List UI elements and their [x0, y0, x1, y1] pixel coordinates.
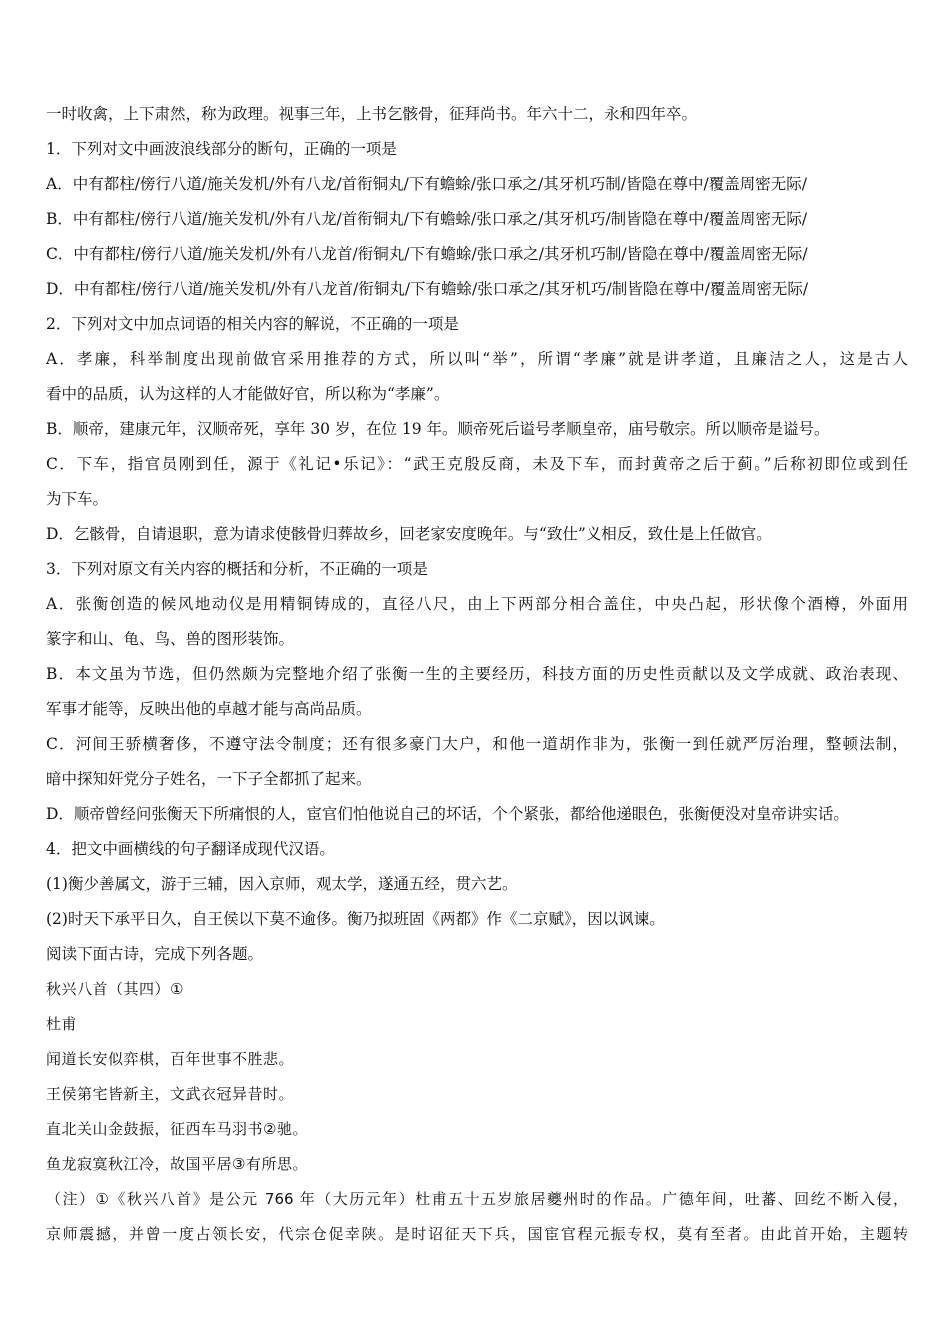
question-1-stem: 1．下列对文中画波浪线部分的断句，正确的一项是 — [46, 140, 397, 158]
poem-couplet-2: 王侯第宅皆新主，文武衣冠异昔时。 — [46, 1085, 295, 1103]
question-3-option-a-continued: 篆字和山、龟、鸟、兽的图形装饰。 — [46, 630, 295, 648]
poem-couplet-4: 鱼龙寂寞秋江冷，故国平居③有所思。 — [46, 1155, 308, 1173]
question-3-option-d: D．顺帝曾经问张衡天下所痛恨的人，宦官们怕他说自己的坏话，个个紧张，都给他递眼色，张衡便没对皇帝讲实话。 — [46, 805, 849, 823]
poem-note-line-2: 京师震撼，并曾一度占领长安，代宗仓促幸陕。是时诏征天下兵，国宦官程元振专权，莫有至者。由此首开始，主题转 — [46, 1225, 908, 1243]
poem-couplet-3: 直北关山金鼓振，征西车马羽书②驰。 — [46, 1120, 308, 1138]
document-body — [46, 97, 908, 1252]
question-4-sentence-2: (2)时天下承平日久，自王侯以下莫不逾侈。衡乃拟班固《两都》作《二京赋》，因以讽谏。 — [46, 910, 665, 928]
question-3-option-a: A．张衡创造的候风地动仪是用精铜铸成的，直径八尺，由上下两部分相合盖住，中央凸起，形状像个酒樽，外面用 — [46, 595, 908, 613]
question-2-option-c: C．下车，指官员刚到任，源于《礼记•乐记》：“武王克殷反商，未及下车，而封黄帝之后于蓟。”后称初即位或到任 — [46, 455, 908, 473]
question-2-option-a-continued: 看中的品质，认为这样的人才能做好官，所以称为“孝廉”。 — [46, 385, 450, 403]
poem-author: 杜甫 — [46, 1015, 78, 1033]
question-1-option-d: D．中有都柱/傍行八道/施关发机/外有八龙首/衔铜丸/下有蟾蜍/张口承之/其牙机巧/制皆隐在尊中/覆盖周密无际/ — [46, 280, 809, 298]
question-2-option-a: A．孝廉，科举制度出现前做官采用推荐的方式，所以叫“举”，所谓“孝廉”就是讲孝道，且廉洁之人，这是古人 — [46, 350, 908, 368]
question-2-option-c-continued: 为下车。 — [46, 490, 109, 508]
question-1-option-c: C．中有都柱/傍行八道/施关发机/外有八龙首/衔铜丸/下有蟾蜍/张口承之/其牙机巧制/皆隐在尊中/覆盖周密无际/ — [46, 245, 808, 263]
question-4-stem: 4．把文中画横线的句子翻译成现代汉语。 — [46, 840, 335, 858]
question-3-option-c-continued: 暗中探知奸党分子姓名，一下子全都抓了起来。 — [46, 770, 372, 788]
question-2-stem: 2．下列对文中加点词语的相关内容的解说，不正确的一项是 — [46, 315, 459, 333]
poem-couplet-1: 闻道长安似弈棋，百年世事不胜悲。 — [46, 1050, 295, 1068]
poem-note-line-1: （注）①《秋兴八首》是公元 766 年（大历元年）杜甫五十五岁旅居夔州时的作品。广德年间，吐蕃、回纥不断入侵， — [46, 1190, 908, 1208]
question-1-option-a: A．中有都柱/傍行八道/施关发机/外有八龙/首衔铜丸/下有蟾蜍/张口承之/其牙机巧制/皆隐在尊中/覆盖周密无际/ — [46, 175, 807, 193]
poem-title: 秋兴八首（其四）① — [46, 980, 184, 998]
question-1-option-b: B．中有都柱/傍行八道/施关发机/外有八龙/首衔铜丸/下有蟾蜍/张口承之/其牙机巧/制皆隐在尊中/覆盖周密无际/ — [46, 210, 808, 228]
passage-closing-line: 一时收禽，上下肃然，称为政理。视事三年，上书乞骸骨，征拜尚书。年六十二，永和四年卒。 — [46, 105, 698, 123]
question-3-option-b-continued: 军事才能等，反映出他的卓越才能与高尚品质。 — [46, 700, 372, 718]
question-3-option-c: C．河间王骄横奢侈，不遵守法令制度；还有很多豪门大户，和他一道胡作非为，张衡一到任就严厉治理，整顿法制， — [46, 735, 908, 753]
question-2-option-d: D．乞骸骨，自请退职，意为请求使骸骨归葬故乡，回老家安度晚年。与“致仕”义相反，致仕是上任做官。 — [46, 525, 772, 543]
question-3-stem: 3．下列对原文有关内容的概括和分析，不正确的一项是 — [46, 560, 428, 578]
question-3-option-b: B．本文虽为节选，但仍然颇为完整地介绍了张衡一生的主要经历，科技方面的历史性贡献以及文学成就、政治表现、 — [46, 665, 908, 683]
question-2-option-b: B．顺帝，建康元年，汉顺帝死，享年 30 岁，在位 19 年。顺帝死后谥号孝顺皇帝，庙号敬宗。所以顺帝是谥号。 — [46, 420, 830, 438]
question-4-sentence-1: (1)衡少善属文，游于三辅，因入京师，观太学，遂通五经，贯六艺。 — [46, 875, 518, 893]
poem-section-instruction: 阅读下面古诗，完成下列各题。 — [46, 945, 264, 963]
